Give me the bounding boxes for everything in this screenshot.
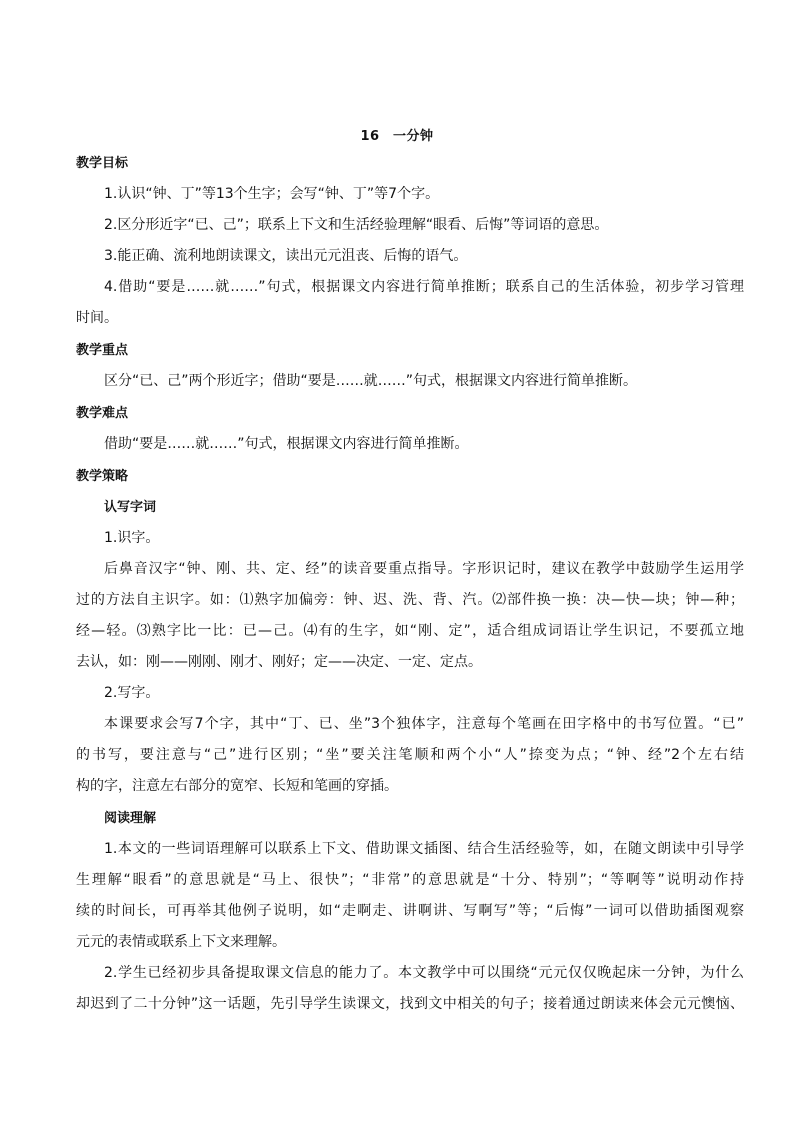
strategy-heading: 教学策略 bbox=[76, 469, 129, 484]
reading-subheading: 阅读理解 bbox=[104, 811, 157, 826]
write-label: 2.写字。 bbox=[104, 685, 160, 701]
recognize-label: 1.识字。 bbox=[104, 530, 160, 546]
key-points-text: 区分“已、己”两个形近字；借助“要是……就……”句式，根据课文内容进行简单推断。 bbox=[104, 373, 638, 389]
difficulties-text: 借助“要是……就……”句式，根据课文内容进行简单推断。 bbox=[104, 436, 469, 452]
goal-1: 1.认识“钟、丁”等13个生字；会写“钟、丁”等7个字。 bbox=[104, 186, 440, 202]
reading-2-line-1: 2.学生已经初步具备提取课文信息的能力了。本文教学中可以围绕“元元仅仅晚起床一分钟，为什么 bbox=[104, 965, 744, 981]
difficulties-heading: 教学难点 bbox=[76, 406, 129, 421]
recognize-line-2: 过的方法自主识字。如：⑴熟字加偏旁：钟、迟、洗、背、汽。⑵部件换一换：决—快—块；钟—种； bbox=[76, 592, 744, 608]
lesson-title: 16 一分钟 bbox=[360, 129, 434, 144]
goal-2: 2.区分形近字“已、己”；联系上下文和生活经验理解“眼看、后悔”等词语的意思。 bbox=[104, 217, 609, 233]
reading-1-line-1: 1.本文的一些词语理解可以联系上下文、借助课文插图、结合生活经验等，如，在随文朗读中引导学 bbox=[104, 841, 744, 857]
goal-4-line-2: 时间。 bbox=[76, 310, 118, 326]
key-points-heading: 教学重点 bbox=[76, 343, 129, 358]
goal-3: 3.能正确、流利地朗读课文，读出元元沮丧、后悔的语气。 bbox=[104, 248, 468, 264]
write-line-3: 构的字，注意左右部分的宽窄、长短和笔画的穿插。 bbox=[76, 778, 398, 794]
recognize-line-3: 经—轻。⑶熟字比一比：已—己。⑷有的生字，如“刚、定”，适合组成词语让学生识记，不要孤立地 bbox=[76, 623, 744, 639]
write-line-1: 本课要求会写7个字，其中“丁、已、坐”3个独体字，注意每个笔画在田字格中的书写位置。“已” bbox=[104, 716, 744, 732]
goal-4-line-1: 4.借助“要是……就……”句式，根据课文内容进行简单推断；联系自己的生活体验，初步学习管理 bbox=[104, 279, 744, 295]
recognize-line-4: 去认，如：刚——刚刚、刚才、刚好；定——决定、一定、定点。 bbox=[76, 654, 482, 670]
words-subheading: 认写字词 bbox=[104, 500, 157, 515]
reading-1-line-3: 续的时间长，可再举其他例子说明，如“走啊走、讲啊讲、写啊写”等；“后悔”一词可以借助插图观察 bbox=[76, 903, 744, 919]
reading-1-line-2: 生理解“眼看”的意思就是“马上、很快”；“非常”的意思就是“十分、特别”；“等啊等”说明动作持 bbox=[76, 872, 744, 888]
reading-2-line-2: 却迟到了二十分钟”这一话题，先引导学生读课文，找到文中相关的句子；接着通过朗读来体会元元懊恼、 bbox=[76, 996, 744, 1012]
write-line-2: 的书写，要注意与“己”进行区别；“坐”要关注笔顺和两个小“人”捺变为点；“钟、经”2个左右结 bbox=[76, 747, 744, 763]
reading-1-line-4: 元元的表情或联系上下文来理解。 bbox=[76, 934, 286, 950]
recognize-line-1: 后鼻音汉字“钟、刚、共、定、经”的读音要重点指导。字形识记时，建议在教学中鼓励学生运用学 bbox=[104, 561, 744, 577]
goals-heading: 教学目标 bbox=[76, 156, 129, 171]
